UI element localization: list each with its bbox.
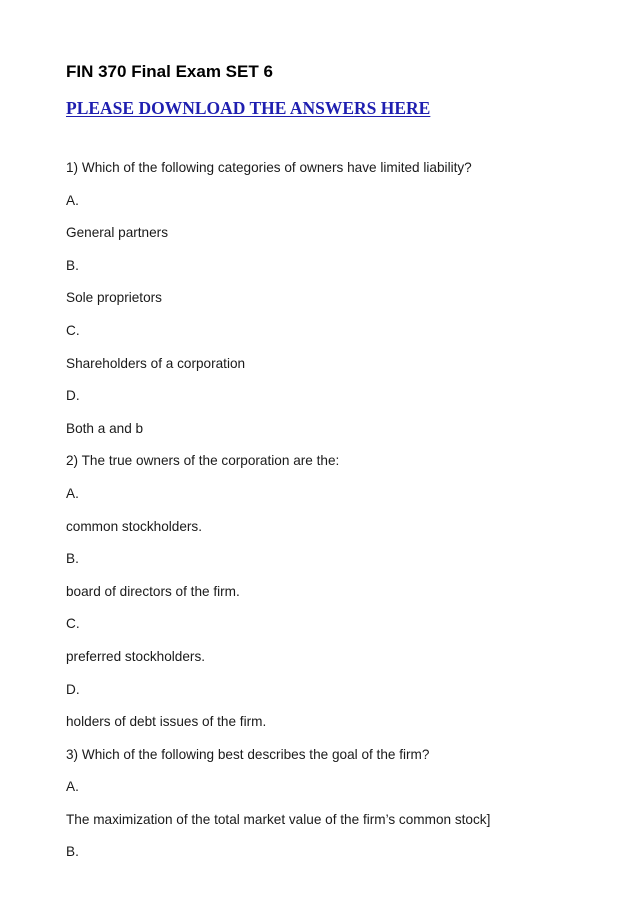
option-label: B.: [66, 844, 79, 860]
option-label: A.: [66, 192, 79, 208]
option-label: A.: [66, 779, 79, 795]
option-text: General partners: [66, 225, 169, 241]
document-title: FIN 370 Final Exam SET 6: [66, 62, 273, 81]
question-3-text: 3) Which of the following best describes the goal of the firm?: [66, 746, 430, 762]
option-label: B.: [66, 257, 79, 273]
option-text: Sole proprietors: [66, 290, 162, 306]
download-answers-link[interactable]: PLEASE DOWNLOAD THE ANSWERS HERE: [66, 98, 431, 118]
option-text: common stockholders.: [66, 518, 202, 534]
question-list: [66, 158, 606, 875]
question-1-text: 1) Which of the following categories of owners have limited liability?: [66, 160, 472, 175]
option-text: board of directors of the firm.: [66, 583, 240, 599]
option-label: D.: [66, 388, 80, 404]
option-label: C.: [66, 322, 80, 338]
option-text: The maximization of the total market value of the firm’s common stock]: [66, 811, 491, 827]
option-text: holders of debt issues of the firm.: [66, 714, 267, 730]
option-label: C.: [66, 616, 80, 632]
option-text: Shareholders of a corporation: [66, 355, 246, 371]
option-label: D.: [66, 681, 80, 697]
option-text: preferred stockholders.: [66, 648, 206, 664]
option-label: A.: [66, 485, 79, 501]
option-label: B.: [66, 551, 79, 567]
question-2-text: 2) The true owners of the corporation are the:: [66, 453, 340, 469]
option-text: Both a and b: [66, 420, 144, 436]
